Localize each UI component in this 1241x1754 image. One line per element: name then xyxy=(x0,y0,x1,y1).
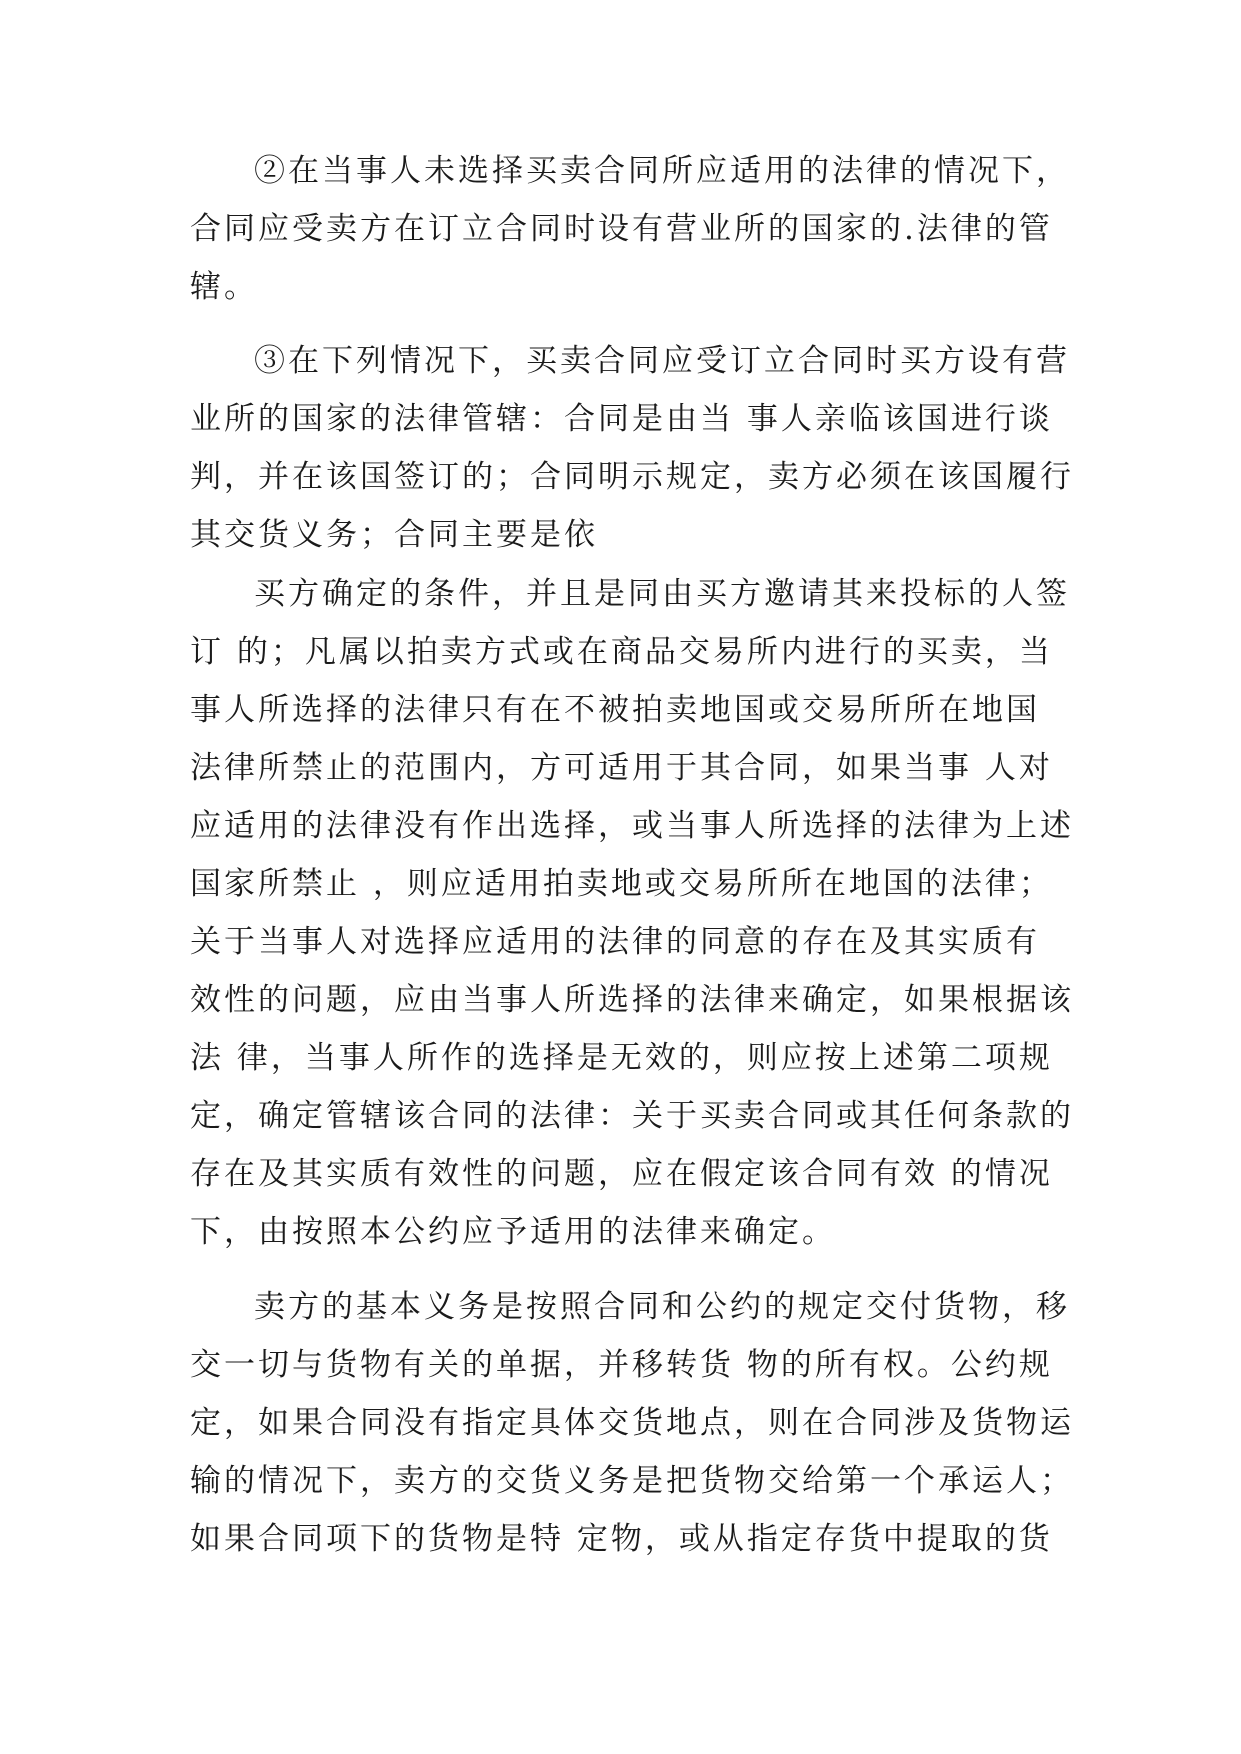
text-line: 合同应受卖方在订立合同时设有营业所的国家的.法律的管 xyxy=(190,211,1053,247)
text-line: 下，由按照本公约应予适用的法律来确定。 xyxy=(190,1214,836,1250)
text-line: 法 律，当事人所作的选择是无效的，则应按上述第二项规 xyxy=(190,1040,1053,1076)
text-line: 输的情况下，卖方的交货义务是把货物交给第一个承运人； xyxy=(190,1463,1074,1499)
text-line: 判，并在该国签订的；合同明示规定，卖方必须在该国履行 xyxy=(190,459,1074,495)
text-line: 定，如果合同没有指定具体交货地点，则在合同涉及货物运 xyxy=(190,1405,1074,1441)
text-line: 业所的国家的法律管辖：合同是由当 事人亲临该国进行谈 xyxy=(190,401,1053,437)
text-line: 关于当事人对选择应适用的法律的同意的存在及其实质有 xyxy=(190,924,1040,960)
text-line: 辖。 xyxy=(190,269,258,305)
text-line: 交一切与货物有关的单据，并移转货 物的所有权。公约规 xyxy=(190,1347,1053,1383)
text-line: ②在当事人未选择买卖合同所应适用的法律的情况下， xyxy=(254,153,1070,189)
text-line: 法律所禁止的范围内，方可适用于其合同，如果当事 人对 xyxy=(190,750,1053,786)
text-line: ③在下列情况下，买卖合同应受订立合同时买方设有营 xyxy=(254,343,1070,379)
text-line: 其交货义务；合同主要是依 xyxy=(190,517,598,553)
text-line: 事人所选择的法律只有在不被拍卖地国或交易所所在地国 xyxy=(190,692,1040,728)
text-line: 订 的；凡属以拍卖方式或在商品交易所内进行的买卖，当 xyxy=(190,634,1053,670)
text-line: 如果合同项下的货物是特 定物，或从指定存货中提取的货 xyxy=(190,1521,1053,1557)
text-line: 卖方的基本义务是按照合同和公约的规定交付货物，移 xyxy=(254,1289,1070,1325)
text-line: 存在及其实质有效性的问题，应在假定该合同有效 的情况 xyxy=(190,1156,1053,1192)
text-line: 效性的问题，应由当事人所选择的法律来确定，如果根据该 xyxy=(190,982,1074,1018)
text-line: 应适用的法律没有作出选择，或当事人所选择的法律为上述 xyxy=(190,808,1074,844)
text-line: 买方确定的条件，并且是同由买方邀请其来投标的人签 xyxy=(254,576,1070,612)
text-line: 定，确定管辖该合同的法律：关于买卖合同或其任何条款的 xyxy=(190,1098,1074,1134)
text-line: 国家所禁止 ，则应适用拍卖地或交易所所在地国的法律； xyxy=(190,866,1053,902)
